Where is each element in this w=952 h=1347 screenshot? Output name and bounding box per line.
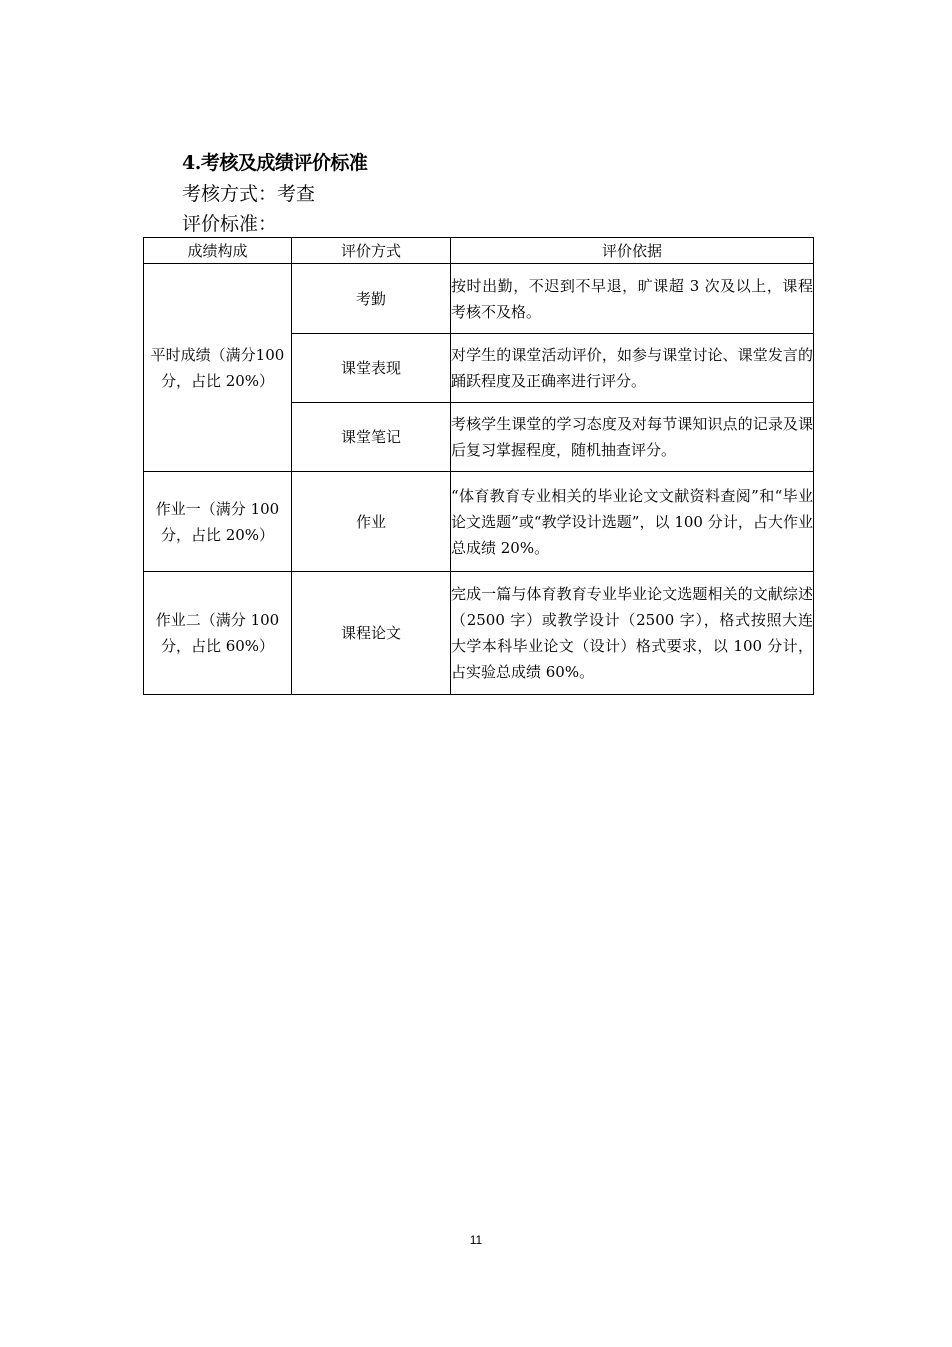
method-cell: 课堂笔记 xyxy=(292,403,451,472)
basis-cell: 考核学生课堂的学习态度及对每节课知识点的记录及课后复习掌握程度，随机抽查评分。 xyxy=(451,403,814,472)
header-composition: 成绩构成 xyxy=(144,238,292,264)
basis-cell: 完成一篇与体育教育专业毕业论文选题相关的文献综述（2500 字）或教学设计（2500 字），格式按照大连大学本科毕业论文（设计）格式要求，以 100 分计，占实验总成绩 60%。 xyxy=(451,572,814,695)
basis-cell: “体育教育专业相关的毕业论文文献资料查阅”和“毕业论文选题”或“教学设计选题”，以 100 分计，占大作业总成绩 20%。 xyxy=(451,472,814,572)
method-cell: 考勤 xyxy=(292,264,451,334)
table-row xyxy=(144,572,814,695)
criteria-label: 评价标准： xyxy=(182,213,278,235)
method-cell: 课程论文 xyxy=(292,572,451,695)
header-basis: 评价依据 xyxy=(451,238,814,264)
composition-cell: 作业二（满分 100 分，占比 60%） xyxy=(144,572,292,695)
composition-cell: 作业一（满分 100 分，占比 20%） xyxy=(144,472,292,572)
table-row xyxy=(144,472,814,572)
section-heading: 4.考核及成绩评价标准 xyxy=(182,152,368,174)
table-row xyxy=(144,264,814,334)
page-number: 11 xyxy=(469,1233,483,1247)
basis-cell: 对学生的课堂活动评价，如参与课堂讨论、课堂发言的踊跃程度及正确率进行评分。 xyxy=(451,334,814,403)
grading-table xyxy=(143,237,814,695)
composition-cell: 平时成绩（满分100 分，占比 20%） xyxy=(144,264,292,472)
header-method: 评价方式 xyxy=(292,238,451,264)
method-cell: 作业 xyxy=(292,472,451,572)
table-header-row xyxy=(144,238,814,264)
assessment-method: 考核方式：考查 xyxy=(182,183,316,205)
method-cell: 课堂表现 xyxy=(292,334,451,403)
basis-cell: 按时出勤，不迟到不早退，旷课超 3 次及以上，课程考核不及格。 xyxy=(451,264,814,334)
